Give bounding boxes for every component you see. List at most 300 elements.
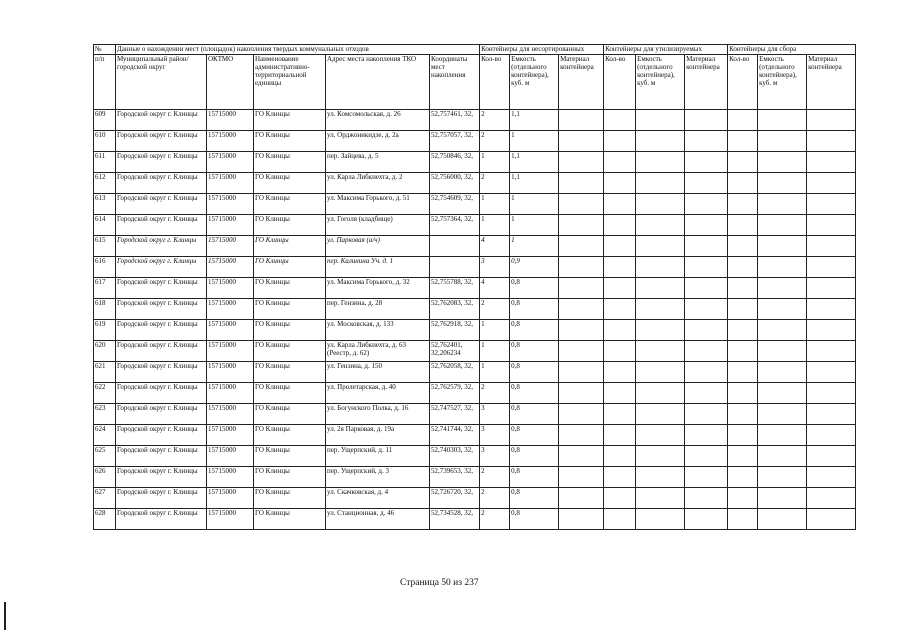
cell-recycle-count [604,404,636,425]
cell-coordinates: 52,757461, 32, [430,110,480,131]
cell-oktmo: 15715000 [207,362,254,383]
cell-num: 610 [94,131,116,152]
cell-recycle-material [685,446,728,467]
header-group-collect: Контейнеры для сбора [728,45,856,55]
table-row [94,446,856,467]
cell-recycle-material [685,131,728,152]
cell-recycle-capacity [636,152,685,173]
cell-recycle-count [604,299,636,320]
cell-collect-count [728,236,758,257]
cell-coordinates: 52,762579, 32, [430,383,480,404]
cell-collect-capacity [758,509,807,530]
cell-collect-count [728,425,758,446]
cell-recycle-count [604,110,636,131]
cell-recycle-capacity [636,362,685,383]
cell-unsorted-count: 2 [480,173,510,194]
cell-admin-unit: ГО Клинцы [254,131,326,152]
cell-coordinates: 52,750846, 32, [430,152,480,173]
cell-unsorted-count: 2 [480,131,510,152]
cell-recycle-count [604,173,636,194]
cell-collect-material [807,320,856,341]
cell-collect-count [728,362,758,383]
cell-oktmo: 15715000 [207,215,254,236]
cell-collect-material [807,152,856,173]
cell-oktmo: 15715000 [207,404,254,425]
cell-recycle-capacity [636,509,685,530]
header-unsorted-material: Материал контейнера [559,55,604,110]
cell-unsorted-count: 2 [480,383,510,404]
header-group-recycle: Контейнеры для утилизируемых [604,45,728,55]
cell-collect-count [728,194,758,215]
cell-recycle-material [685,383,728,404]
cell-collect-capacity [758,383,807,404]
cell-recycle-material [685,236,728,257]
table-row [94,278,856,299]
cell-coordinates: 52,757057, 32, [430,131,480,152]
cell-district: Городской округ г. Клинцы [116,215,207,236]
cell-unsorted-count: 1 [480,362,510,383]
cell-address: ул. Станционная, д. 46 [326,509,430,530]
table-row [94,215,856,236]
cell-collect-material [807,299,856,320]
cell-unsorted-capacity: 0,8 [510,446,559,467]
cell-unsorted-material [559,320,604,341]
cell-address: ул. Скачковская, д. 4 [326,488,430,509]
table-row [94,299,856,320]
cell-num: 626 [94,467,116,488]
cell-oktmo: 15715000 [207,341,254,362]
cell-collect-count [728,488,758,509]
cell-address: ул. 2я Парковая, д. 19а [326,425,430,446]
header-group-unsorted: Контейнеры для несортированных [480,45,604,55]
cell-unsorted-material [559,215,604,236]
cell-unsorted-capacity: 0,8 [510,467,559,488]
header-collect-capacity: Емкость (отдельного контейнера), куб. м [758,55,807,110]
cell-district: Городской округ г. Клинцы [116,509,207,530]
cell-unsorted-capacity: 0,8 [510,404,559,425]
cell-collect-count [728,173,758,194]
cell-district: Городской округ г. Клинцы [116,299,207,320]
cell-recycle-count [604,425,636,446]
cell-recycle-material [685,467,728,488]
cell-recycle-material [685,488,728,509]
cell-unsorted-material [559,194,604,215]
cell-recycle-capacity [636,236,685,257]
cell-admin-unit: ГО Клинцы [254,446,326,467]
cell-collect-material [807,341,856,362]
cell-coordinates: 52,741744, 32, [430,425,480,446]
cell-recycle-material [685,278,728,299]
cell-unsorted-count: 2 [480,299,510,320]
cell-collect-material [807,131,856,152]
cell-district: Городской округ г. Клинцы [116,446,207,467]
cell-recycle-count [604,131,636,152]
cell-recycle-count [604,215,636,236]
cell-recycle-capacity [636,425,685,446]
table-body [94,110,856,530]
cell-coordinates: 52,739653, 32, [430,467,480,488]
cell-recycle-capacity [636,320,685,341]
cell-address: пер. Ущерпский, д. 3 [326,467,430,488]
table-row [94,257,856,278]
cell-unsorted-material [559,488,604,509]
cell-num: 623 [94,404,116,425]
cell-unsorted-capacity: 0,8 [510,320,559,341]
cell-recycle-capacity [636,194,685,215]
cell-recycle-material [685,341,728,362]
cell-oktmo: 15715000 [207,467,254,488]
cell-unsorted-count: 4 [480,236,510,257]
cell-collect-capacity [758,278,807,299]
table-row [94,152,856,173]
header-coordinates: Координаты мест накопления [430,55,480,110]
cell-recycle-capacity [636,173,685,194]
cell-collect-count [728,131,758,152]
cell-collect-count [728,509,758,530]
cell-admin-unit: ГО Клинцы [254,383,326,404]
table-row [94,341,856,362]
cell-recycle-count [604,320,636,341]
cell-unsorted-material [559,509,604,530]
cell-unsorted-count: 1 [480,215,510,236]
cell-coordinates [430,257,480,278]
cell-unsorted-material [559,425,604,446]
cell-unsorted-material [559,131,604,152]
cell-coordinates: 52,757364, 32, [430,215,480,236]
cell-collect-material [807,383,856,404]
cell-num: 611 [94,152,116,173]
cell-admin-unit: ГО Клинцы [254,236,326,257]
cell-admin-unit: ГО Клинцы [254,173,326,194]
cell-oktmo: 15715000 [207,446,254,467]
cell-district: Городской округ г. Клинцы [116,194,207,215]
cell-unsorted-capacity: 1 [510,236,559,257]
cell-unsorted-capacity: 0,8 [510,278,559,299]
cell-collect-count [728,383,758,404]
cell-collect-material [807,215,856,236]
cell-address: ул. Богунского Полка, д. 16 [326,404,430,425]
cell-coordinates: 52,762918, 32, [430,320,480,341]
header-admin-unit: Наименование административно-территориальной единицы [254,55,326,110]
cell-num: 619 [94,320,116,341]
cell-unsorted-material [559,257,604,278]
cell-unsorted-material [559,341,604,362]
cell-address: ул. Орджоникидзе, д. 2а [326,131,430,152]
cell-oktmo: 15715000 [207,173,254,194]
cell-admin-unit: ГО Клинцы [254,194,326,215]
cell-collect-material [807,362,856,383]
cell-address: ул. Пролетарская, д. 40 [326,383,430,404]
cell-unsorted-capacity: 0,8 [510,341,559,362]
header-num: № [94,45,116,55]
cell-num: 617 [94,278,116,299]
table-row [94,488,856,509]
cell-unsorted-capacity: 0,9 [510,257,559,278]
cell-collect-material [807,278,856,299]
cell-oktmo: 15715000 [207,236,254,257]
cell-admin-unit: ГО Клинцы [254,488,326,509]
cell-num: 625 [94,446,116,467]
cell-unsorted-count: 1 [480,341,510,362]
cell-unsorted-material [559,467,604,488]
cell-recycle-material [685,110,728,131]
cell-collect-material [807,236,856,257]
cell-unsorted-capacity: 0,8 [510,362,559,383]
cell-recycle-count [604,257,636,278]
cell-admin-unit: ГО Клинцы [254,404,326,425]
cell-admin-unit: ГО Клинцы [254,152,326,173]
cell-unsorted-count: 1 [480,152,510,173]
cell-admin-unit: ГО Клинцы [254,467,326,488]
cell-recycle-capacity [636,383,685,404]
cell-recycle-count [604,488,636,509]
cell-unsorted-material [559,446,604,467]
cell-collect-capacity [758,467,807,488]
cell-oktmo: 15715000 [207,131,254,152]
header-recycle-material: Материал контейнера [685,55,728,110]
cell-coordinates: 52,734528, 32, [430,509,480,530]
cell-num: 615 [94,236,116,257]
cell-unsorted-material [559,110,604,131]
table-row [94,509,856,530]
header-unsorted-capacity: Емкость (отдельного контейнера), куб. м [510,55,559,110]
cell-oktmo: 15715000 [207,425,254,446]
cell-oktmo: 15715000 [207,152,254,173]
header-num-sub: п/п [94,55,116,110]
table-row [94,131,856,152]
cell-recycle-material [685,509,728,530]
cell-unsorted-capacity: 1,1 [510,173,559,194]
cell-district: Городской округ г. Клинцы [116,257,207,278]
cell-recycle-capacity [636,446,685,467]
cell-recycle-capacity [636,299,685,320]
cell-unsorted-material [559,299,604,320]
cell-num: 627 [94,488,116,509]
cell-collect-count [728,320,758,341]
table-row [94,110,856,131]
cell-admin-unit: ГО Клинцы [254,341,326,362]
cell-unsorted-count: 2 [480,488,510,509]
cell-num: 612 [94,173,116,194]
cell-admin-unit: ГО Клинцы [254,257,326,278]
cell-unsorted-capacity: 1 [510,194,559,215]
cell-unsorted-capacity: 0,8 [510,488,559,509]
cell-oktmo: 15715000 [207,320,254,341]
cell-coordinates: 52,726720, 32, [430,488,480,509]
cell-recycle-material [685,173,728,194]
cell-num: 624 [94,425,116,446]
cell-collect-capacity [758,152,807,173]
header-recycle-capacity: Емкость (отдельного контейнера), куб. м [636,55,685,110]
cell-admin-unit: ГО Клинцы [254,278,326,299]
table-row [94,467,856,488]
cell-unsorted-material [559,173,604,194]
header-row-groups [94,45,856,55]
cell-recycle-material [685,152,728,173]
cell-district: Городской округ г. Клинцы [116,131,207,152]
cell-collect-count [728,257,758,278]
cell-collect-capacity [758,341,807,362]
table-row [94,194,856,215]
cell-recycle-count [604,467,636,488]
cell-collect-material [807,257,856,278]
cell-coordinates: 52,755788, 32, [430,278,480,299]
cell-admin-unit: ГО Клинцы [254,425,326,446]
header-collect-material: Материал контейнера [807,55,856,110]
cell-recycle-capacity [636,215,685,236]
cell-collect-capacity [758,236,807,257]
cell-recycle-material [685,299,728,320]
cell-admin-unit: ГО Клинцы [254,110,326,131]
cell-district: Городской округ г. Клинцы [116,236,207,257]
cell-oktmo: 15715000 [207,488,254,509]
cell-collect-capacity [758,488,807,509]
cell-collect-material [807,194,856,215]
cell-collect-capacity [758,131,807,152]
cell-address: ул. Парковая (а/ч) [326,236,430,257]
cell-recycle-count [604,194,636,215]
cell-collect-capacity [758,362,807,383]
header-unsorted-count: Кол-во [480,55,510,110]
cell-coordinates: 52,754609, 32, [430,194,480,215]
cell-unsorted-material [559,152,604,173]
cell-address: пер. Ущерпский, д. 11 [326,446,430,467]
cell-unsorted-material [559,383,604,404]
cell-collect-capacity [758,299,807,320]
header-oktmo: ОКТМО [207,55,254,110]
cell-num: 613 [94,194,116,215]
cell-recycle-count [604,383,636,404]
table-row [94,362,856,383]
cell-district: Городской округ г. Клинцы [116,425,207,446]
cell-address: пер. Гензина, д. 28 [326,299,430,320]
cell-recycle-material [685,257,728,278]
cell-unsorted-count: 1 [480,320,510,341]
cell-num: 614 [94,215,116,236]
cell-collect-material [807,173,856,194]
cell-unsorted-capacity: 0,8 [510,425,559,446]
cell-admin-unit: ГО Клинцы [254,215,326,236]
cell-oktmo: 15715000 [207,383,254,404]
cell-collect-capacity [758,320,807,341]
cell-address: пер. Калинина Уч. д. 1 [326,257,430,278]
cell-collect-capacity [758,173,807,194]
cell-oktmo: 15715000 [207,299,254,320]
cell-collect-count [728,110,758,131]
table-row [94,425,856,446]
cell-coordinates: 52,756000, 32, [430,173,480,194]
cell-unsorted-capacity: 1 [510,215,559,236]
cell-unsorted-capacity: 0,8 [510,383,559,404]
cell-oktmo: 15715000 [207,110,254,131]
cell-collect-material [807,110,856,131]
cell-collect-count [728,467,758,488]
cell-recycle-material [685,404,728,425]
cell-collect-count [728,299,758,320]
cell-collect-material [807,446,856,467]
cell-recycle-capacity [636,467,685,488]
cell-recycle-material [685,215,728,236]
cell-collect-capacity [758,215,807,236]
cell-recycle-material [685,194,728,215]
scan-edge-mark [4,602,6,630]
cell-recycle-count [604,362,636,383]
cell-unsorted-count: 2 [480,467,510,488]
cell-district: Городской округ г. Клинцы [116,320,207,341]
cell-recycle-count [604,446,636,467]
table-row [94,320,856,341]
cell-district: Городской округ г. Клинцы [116,341,207,362]
cell-address: ул. Карла Либкнехта, д. 63 (Реестр, д. 62) [326,341,430,362]
cell-recycle-capacity [636,278,685,299]
cell-address: ул. Гензина, д. 150 [326,362,430,383]
cell-recycle-count [604,278,636,299]
cell-collect-capacity [758,404,807,425]
cell-unsorted-count: 1 [480,194,510,215]
cell-district: Городской округ г. Клинцы [116,173,207,194]
cell-oktmo: 15715000 [207,194,254,215]
cell-address: ул. Максима Горького, д. 51 [326,194,430,215]
table-row [94,236,856,257]
cell-district: Городской округ г. Клинцы [116,467,207,488]
cell-address: ул. Гоголя (кладбище) [326,215,430,236]
cell-collect-capacity [758,446,807,467]
header-address: Адрес места накопления ТКО [326,55,430,110]
cell-unsorted-count: 3 [480,425,510,446]
cell-admin-unit: ГО Клинцы [254,509,326,530]
cell-district: Городской округ г. Клинцы [116,383,207,404]
cell-collect-count [728,341,758,362]
cell-collect-material [807,467,856,488]
cell-unsorted-capacity: 1 [510,131,559,152]
cell-recycle-count [604,152,636,173]
cell-num: 628 [94,509,116,530]
cell-recycle-capacity [636,341,685,362]
cell-district: Городской округ г. Клинцы [116,278,207,299]
cell-collect-capacity [758,194,807,215]
cell-recycle-material [685,362,728,383]
cell-collect-count [728,278,758,299]
cell-district: Городской округ г. Клинцы [116,110,207,131]
cell-collect-count [728,446,758,467]
cell-collect-count [728,404,758,425]
header-group-main: Данные о нахождении мест (площадок) накопления твердых коммунальных отходов [116,45,480,55]
header-district: Муниципальный район/городской округ [116,55,207,110]
cell-recycle-count [604,341,636,362]
header-collect-count: Кол-во [728,55,758,110]
cell-collect-material [807,425,856,446]
cell-district: Городской округ г. Клинцы [116,362,207,383]
cell-unsorted-count: 3 [480,446,510,467]
cell-coordinates: 52,762083, 32, [430,299,480,320]
cell-unsorted-material [559,404,604,425]
cell-num: 618 [94,299,116,320]
cell-recycle-capacity [636,257,685,278]
header-row-columns [94,55,856,110]
cell-num: 620 [94,341,116,362]
cell-unsorted-capacity: 0,8 [510,509,559,530]
table-row [94,383,856,404]
cell-unsorted-count: 2 [480,509,510,530]
cell-unsorted-material [559,362,604,383]
header-recycle-count: Кол-во [604,55,636,110]
cell-recycle-material [685,320,728,341]
cell-num: 621 [94,362,116,383]
cell-recycle-count [604,236,636,257]
cell-unsorted-capacity: 1,1 [510,110,559,131]
cell-unsorted-material [559,236,604,257]
table-row [94,173,856,194]
